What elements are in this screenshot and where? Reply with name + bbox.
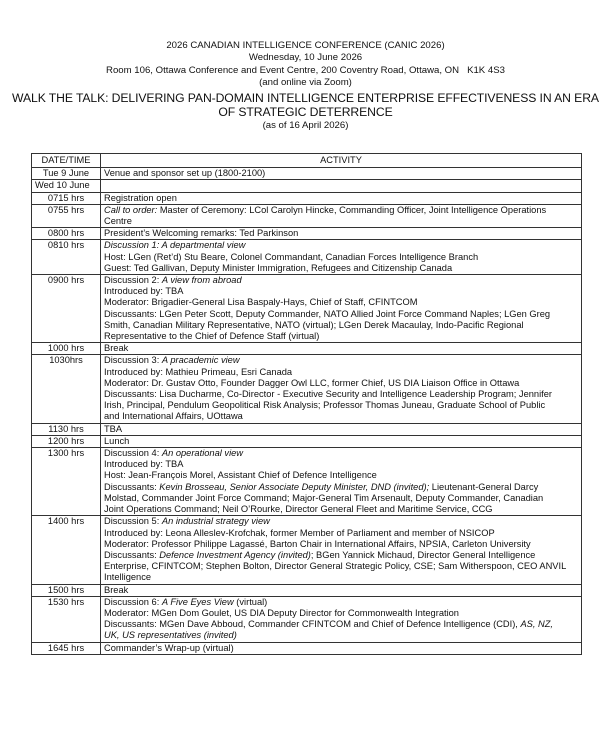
activity-line: Moderator: Professor Philippe Lagassé, Barton Chair in International Affairs, NPSIA, Carleton University: [104, 538, 531, 549]
row-time: 0800 hrs: [32, 228, 101, 240]
column-header-activity: ACTIVITY: [101, 154, 582, 168]
row-activity: [101, 168, 582, 180]
table-row: [32, 275, 582, 343]
conference-venue: Room 106, Ottawa Conference and Event Centre, 200 Coventry Road, Ottawa, ON K1K 4S3: [106, 64, 505, 76]
activity-line: [104, 482, 578, 493]
activity-line: Representative to the Chief of Defence Staff (virtual): [104, 331, 320, 342]
conference-date: Wednesday, 10 June 2026: [248, 52, 363, 64]
activity-line: Moderator: MGen Dom Goulet, US DIA Deputy Director for Commonwealth Integration: [104, 607, 459, 618]
activity-line: [104, 275, 578, 286]
column-header-datetime: DATE/TIME: [32, 154, 101, 168]
row-time: 1200 hrs: [32, 435, 101, 447]
activity-line: Moderator: Brigadier-General Lisa Baspaly-Hays, Chief of Staff, CFINTCOM: [104, 297, 418, 308]
activity-line: Irish, Principal, Pendulum Geopolitical Risk Analysis; Professor Thomas Juneau, Graduate School of Public: [104, 400, 546, 411]
activity-line: [104, 448, 578, 459]
row-time: 0810 hrs: [32, 240, 101, 275]
activity-line: President’s Welcoming remarks: Ted Parkinson: [104, 228, 299, 239]
activity-line: Host: Jean-François Morel, Assistant Chief of Defence Intelligence: [104, 470, 377, 481]
discussion-theme: A Five Eyes View: [161, 596, 234, 607]
activity-line: Registration open: [104, 192, 177, 203]
activity-line: [104, 516, 578, 527]
table-row: [32, 355, 582, 423]
discussion-theme: An operational view: [161, 448, 244, 459]
activity-line: Discussion 1: A departmental view: [104, 240, 246, 251]
row-time: Wed 10 June: [32, 180, 101, 192]
table-row: [32, 642, 582, 654]
activity-line: Discussants: LGen Peter Scott, Deputy Commander, NATO Allied Joint Force Command Naples; LGen Greg: [104, 308, 551, 319]
activity-line: Joint Operations Command; Neil O’Rourke, Director General Fleet and Maritime Service, CCG: [104, 504, 493, 515]
call-to-order-label: Call to order:: [104, 204, 158, 215]
document-header: [0, 40, 611, 132]
row-time: 1530 hrs: [32, 596, 101, 642]
row-time: 1400 hrs: [32, 516, 101, 584]
table-row: [32, 448, 582, 516]
activity-line: and International Affairs, UOttawa: [104, 411, 243, 422]
activity-text: Discussion 5:: [104, 516, 162, 527]
row-activity: [101, 516, 582, 584]
activity-line: Molstad, Commander Joint Force Command; Major-General Tim Arsenault, Deputy Commander, Canadian: [104, 492, 544, 503]
row-time: 0755 hrs: [32, 204, 101, 227]
table-row: [32, 435, 582, 447]
activity-line: [104, 619, 578, 630]
activity-line: Lunch: [104, 435, 130, 446]
activity-line: Introduced by: TBA: [104, 286, 184, 297]
row-activity: [101, 448, 582, 516]
activity-line: Centre: [104, 216, 132, 227]
row-time: 0715 hrs: [32, 192, 101, 204]
discussion-theme: A pracademic view: [161, 355, 240, 366]
row-activity: [101, 204, 582, 227]
row-activity: [101, 423, 582, 435]
activity-text: ; BGen Yannick Michaud, Director General Intelligence: [310, 549, 536, 560]
activity-line: Intelligence: [104, 572, 152, 583]
activity-line: Break: [104, 584, 129, 595]
activity-line: [104, 550, 578, 561]
table-row: [32, 423, 582, 435]
activity-text: Master of Ceremony: LCol Carolyn Hincke, Commanding Officer, Joint Intelligence Operations: [157, 204, 547, 215]
table-row: [32, 180, 582, 192]
row-time: 1130 hrs: [32, 423, 101, 435]
activity-line: Discussants: Lisa Ducharme, Co-Director - Executive Security and Intelligence Leadership Program; Jennifer: [104, 389, 552, 400]
row-time: 1000 hrs: [32, 343, 101, 355]
activity-line: Venue and sponsor set up (1800-2100): [104, 168, 266, 179]
activity-line: Introduced by: Leona Alleslev-Krofchak, former Member of Parliament and member of NSICOP: [104, 527, 495, 538]
table-row: [32, 584, 582, 596]
row-activity: [101, 355, 582, 423]
activity-text: Discussion 2:: [104, 275, 162, 286]
theme-title-line1: WALK THE TALK: DELIVERING PAN-DOMAIN INTELLIGENCE ENTERPRISE EFFECTIVENESS IN AN ERA: [12, 90, 599, 105]
activity-text: Discussion 6:: [104, 596, 162, 607]
as-of-date: (as of 16 April 2026): [262, 119, 349, 131]
row-activity: [101, 180, 582, 192]
activity-text: Discussants: MGen Dave Abboud, Commander CFINTCOM and Chief of Defence Intelligence (CDI),: [104, 619, 521, 630]
table-row: [32, 228, 582, 240]
row-activity: [101, 584, 582, 596]
activity-text: (virtual): [233, 596, 268, 607]
row-activity: [101, 642, 582, 654]
row-activity: [101, 228, 582, 240]
row-time: 0900 hrs: [32, 275, 101, 343]
activity-line: Commander’s Wrap-up (virtual): [104, 642, 234, 653]
activity-line: [104, 355, 578, 366]
table-row: [32, 596, 582, 642]
activity-line: Introduced by: TBA: [104, 459, 184, 470]
activity-line: Smith, Canadian Military Representative, NATO (virtual); LGen Derek Macaulay, Indo-Pacific Regional: [104, 319, 524, 330]
activity-line: [104, 180, 578, 191]
activity-text: Lieutenant-General Darcy: [429, 481, 539, 492]
theme-title-line2: OF STRATEGIC DETERRENCE: [218, 105, 393, 120]
activity-line: TBA: [104, 423, 123, 434]
row-time: 1645 hrs: [32, 642, 101, 654]
table-row: [32, 204, 582, 227]
table-row: [32, 168, 582, 180]
row-activity: [101, 343, 582, 355]
activity-text: Discussants:: [104, 481, 160, 492]
activity-line: Introduced by: Mathieu Primeau, Esri Canada: [104, 366, 293, 377]
table-row: [32, 240, 582, 275]
row-activity: [101, 192, 582, 204]
activity-line: Break: [104, 343, 129, 354]
activity-line: Enterprise, CFINTCOM; Stephen Bolton, Director General Strategic Policy, CSE; Sam Witherspoon, CEO ANVIL: [104, 561, 567, 572]
conference-name: 2026 CANADIAN INTELLIGENCE CONFERENCE (CANIC 2026): [166, 40, 445, 51]
activity-text: Discussion 4:: [104, 448, 162, 459]
invited-speaker: Defence Investment Agency (invited): [159, 549, 311, 560]
row-time: Tue 9 June: [32, 168, 101, 180]
activity-line: [104, 597, 578, 608]
activity-text: Discussants:: [104, 549, 160, 560]
row-activity: [101, 596, 582, 642]
activity-line: Host: LGen (Ret’d) Stu Beare, Colonel Commandant, Canadian Forces Intelligence Branch: [104, 251, 479, 262]
activity-line: UK, US representatives (invited): [104, 630, 237, 641]
row-activity: [101, 275, 582, 343]
activity-line: Guest: Ted Gallivan, Deputy Minister Immigration, Refugees and Citizenship Canada: [104, 262, 453, 273]
activity-line: [104, 205, 578, 216]
row-time: 1300 hrs: [32, 448, 101, 516]
row-activity: [101, 240, 582, 275]
table-row: [32, 192, 582, 204]
row-time: 1030hrs: [32, 355, 101, 423]
table-header-row: [32, 154, 582, 168]
row-time: 1500 hrs: [32, 584, 101, 596]
discussion-theme: A view from abroad: [161, 275, 242, 286]
activity-text: Discussion 3:: [104, 355, 162, 366]
online-note: (and online via Zoom): [259, 77, 352, 89]
invited-speaker: Kevin Brosseau, Senior Associate Deputy Minister, DND (invited);: [159, 481, 430, 492]
invited-speaker: AS, NZ,: [520, 619, 554, 630]
agenda-table: [31, 153, 582, 655]
row-activity: [101, 435, 582, 447]
table-row: [32, 343, 582, 355]
table-row: [32, 516, 582, 584]
discussion-theme: An industrial strategy view: [161, 516, 270, 527]
activity-line: Moderator: Dr. Gustav Otto, Founder Dagger Owl LLC, former Chief, US DIA Liaison Office in Ottawa: [104, 377, 520, 388]
